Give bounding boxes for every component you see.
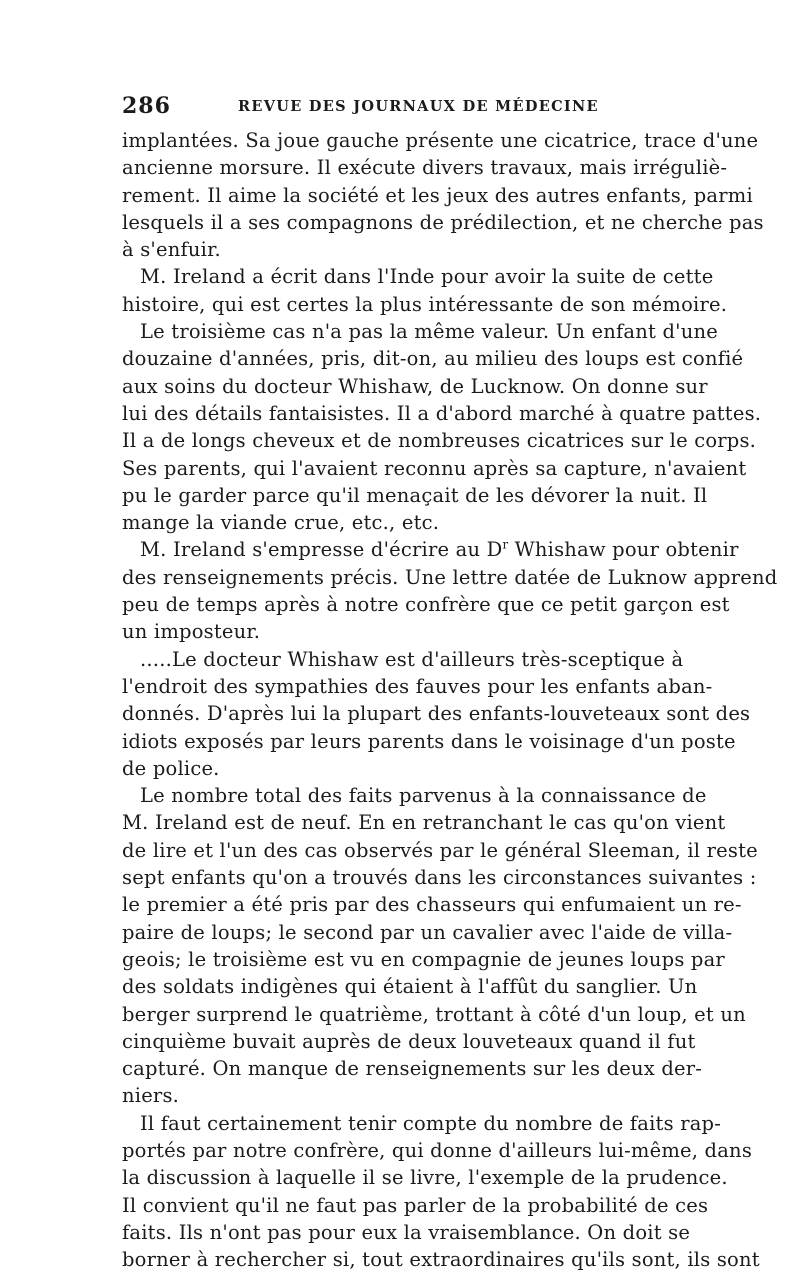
text-line: berger surprend le quatrième, trottant à côté d'un loup, et un xyxy=(122,1002,746,1026)
body-text xyxy=(122,127,778,1273)
text-line: cinquième buvait auprès de deux louveteaux quand il fut xyxy=(122,1029,696,1053)
text-line: histoire, qui est certes la plus intéressante de son mémoire. xyxy=(122,292,728,316)
text-line: rement. Il aime la société et les jeux des autres enfants, parmi xyxy=(122,183,753,207)
text-line: l'endroit des sympathies des fauves pour les enfants aban- xyxy=(122,674,713,698)
text-line: M. Ireland est de neuf. En en retranchant le cas qu'on vient xyxy=(122,811,726,835)
text-line: de police. xyxy=(122,756,220,780)
text-line: niers. xyxy=(122,1084,180,1108)
page-header xyxy=(120,93,680,123)
text-line: la discussion à laquelle il se livre, l'exemple de la prudence. xyxy=(122,1166,728,1190)
text-line: un imposteur. xyxy=(122,620,261,644)
text-line: lui des détails fantaisistes. Il a d'abord marché à quatre pattes. xyxy=(122,401,762,425)
text-line: Il a de longs cheveux et de nombreuses cicatrices sur le corps. xyxy=(122,429,757,453)
text-line: aux soins du docteur Whishaw, de Lucknow. On donne sur xyxy=(122,374,708,398)
text-line: des soldats indigènes qui étaient à l'affût du sanglier. Un xyxy=(122,975,698,999)
text-line: donnés. D'après lui la plupart des enfants-louveteaux sont des xyxy=(122,702,751,726)
text-line: M. Ireland a écrit dans l'Inde pour avoir la suite de cette xyxy=(140,265,714,289)
text-line xyxy=(122,536,739,563)
text-line: des renseignements précis. Une lettre datée de Luknow apprend xyxy=(122,565,778,589)
running-head: REVUE DES JOURNAUX DE MÉDECINE xyxy=(238,98,599,115)
text-line: ancienne morsure. Il exécute divers travaux, mais irréguliè- xyxy=(122,156,728,180)
text-line: geois; le troisième est vu en compagnie de jeunes loups par xyxy=(122,947,725,971)
text-segment: Whishaw pour obtenir xyxy=(508,538,739,562)
text-segment: M. Ireland s'empresse d'écrire au D xyxy=(140,538,503,562)
text-line: Il faut certainement tenir compte du nombre de faits rap- xyxy=(140,1111,722,1135)
superscript: r xyxy=(502,537,509,552)
text-line: Il convient qu'il ne faut pas parler de la probabilité de ces xyxy=(122,1193,709,1217)
text-line: borner à rechercher si, tout extraordinaires qu'ils sont, ils sont xyxy=(122,1248,760,1272)
text-line: à s'enfuir. xyxy=(122,238,221,262)
text-line: Ses parents, qui l'avaient reconnu après sa capture, n'avaient xyxy=(122,456,747,480)
text-line: pu le garder parce qu'il menaçait de les dévorer la nuit. Il xyxy=(122,483,708,507)
text-line: lesquels il a ses compagnons de prédilection, et ne cherche pas xyxy=(122,210,764,234)
text-line: le premier a été pris par des chasseurs qui enfumaient un re- xyxy=(122,893,742,917)
text-line: Le troisième cas n'a pas la même valeur. Un enfant d'une xyxy=(140,320,718,344)
page-number: 286 xyxy=(122,93,171,119)
text-line: implantées. Sa joue gauche présente une cicatrice, trace d'une xyxy=(122,129,759,152)
text-line: sept enfants qu'on a trouvés dans les circonstances suivantes : xyxy=(122,866,757,890)
text-line: douzaine d'années, pris, dit-on, au milieu des loups est confié xyxy=(122,347,744,371)
text-line: idiots exposés par leurs parents dans le voisinage d'un poste xyxy=(122,729,736,753)
text-line: mange la viande crue, etc., etc. xyxy=(122,511,440,535)
text-line: portés par notre confrère, qui donne d'ailleurs lui-même, dans xyxy=(122,1138,753,1162)
text-line: peu de temps après à notre confrère que ce petit garçon est xyxy=(122,593,730,617)
text-line: Le nombre total des faits parvenus à la connaissance de xyxy=(140,784,707,808)
text-line: de lire et l'un des cas observés par le général Sleeman, il reste xyxy=(122,838,758,862)
text-line: faits. Ils n'ont pas pour eux la vraisemblance. On doit se xyxy=(122,1220,691,1244)
text-line: paire de loups; le second par un cavalier avec l'aide de villa- xyxy=(122,920,733,944)
text-line: capturé. On manque de renseignements sur les deux der- xyxy=(122,1057,703,1081)
text-line: .....Le docteur Whishaw est d'ailleurs très-sceptique à xyxy=(140,647,684,671)
